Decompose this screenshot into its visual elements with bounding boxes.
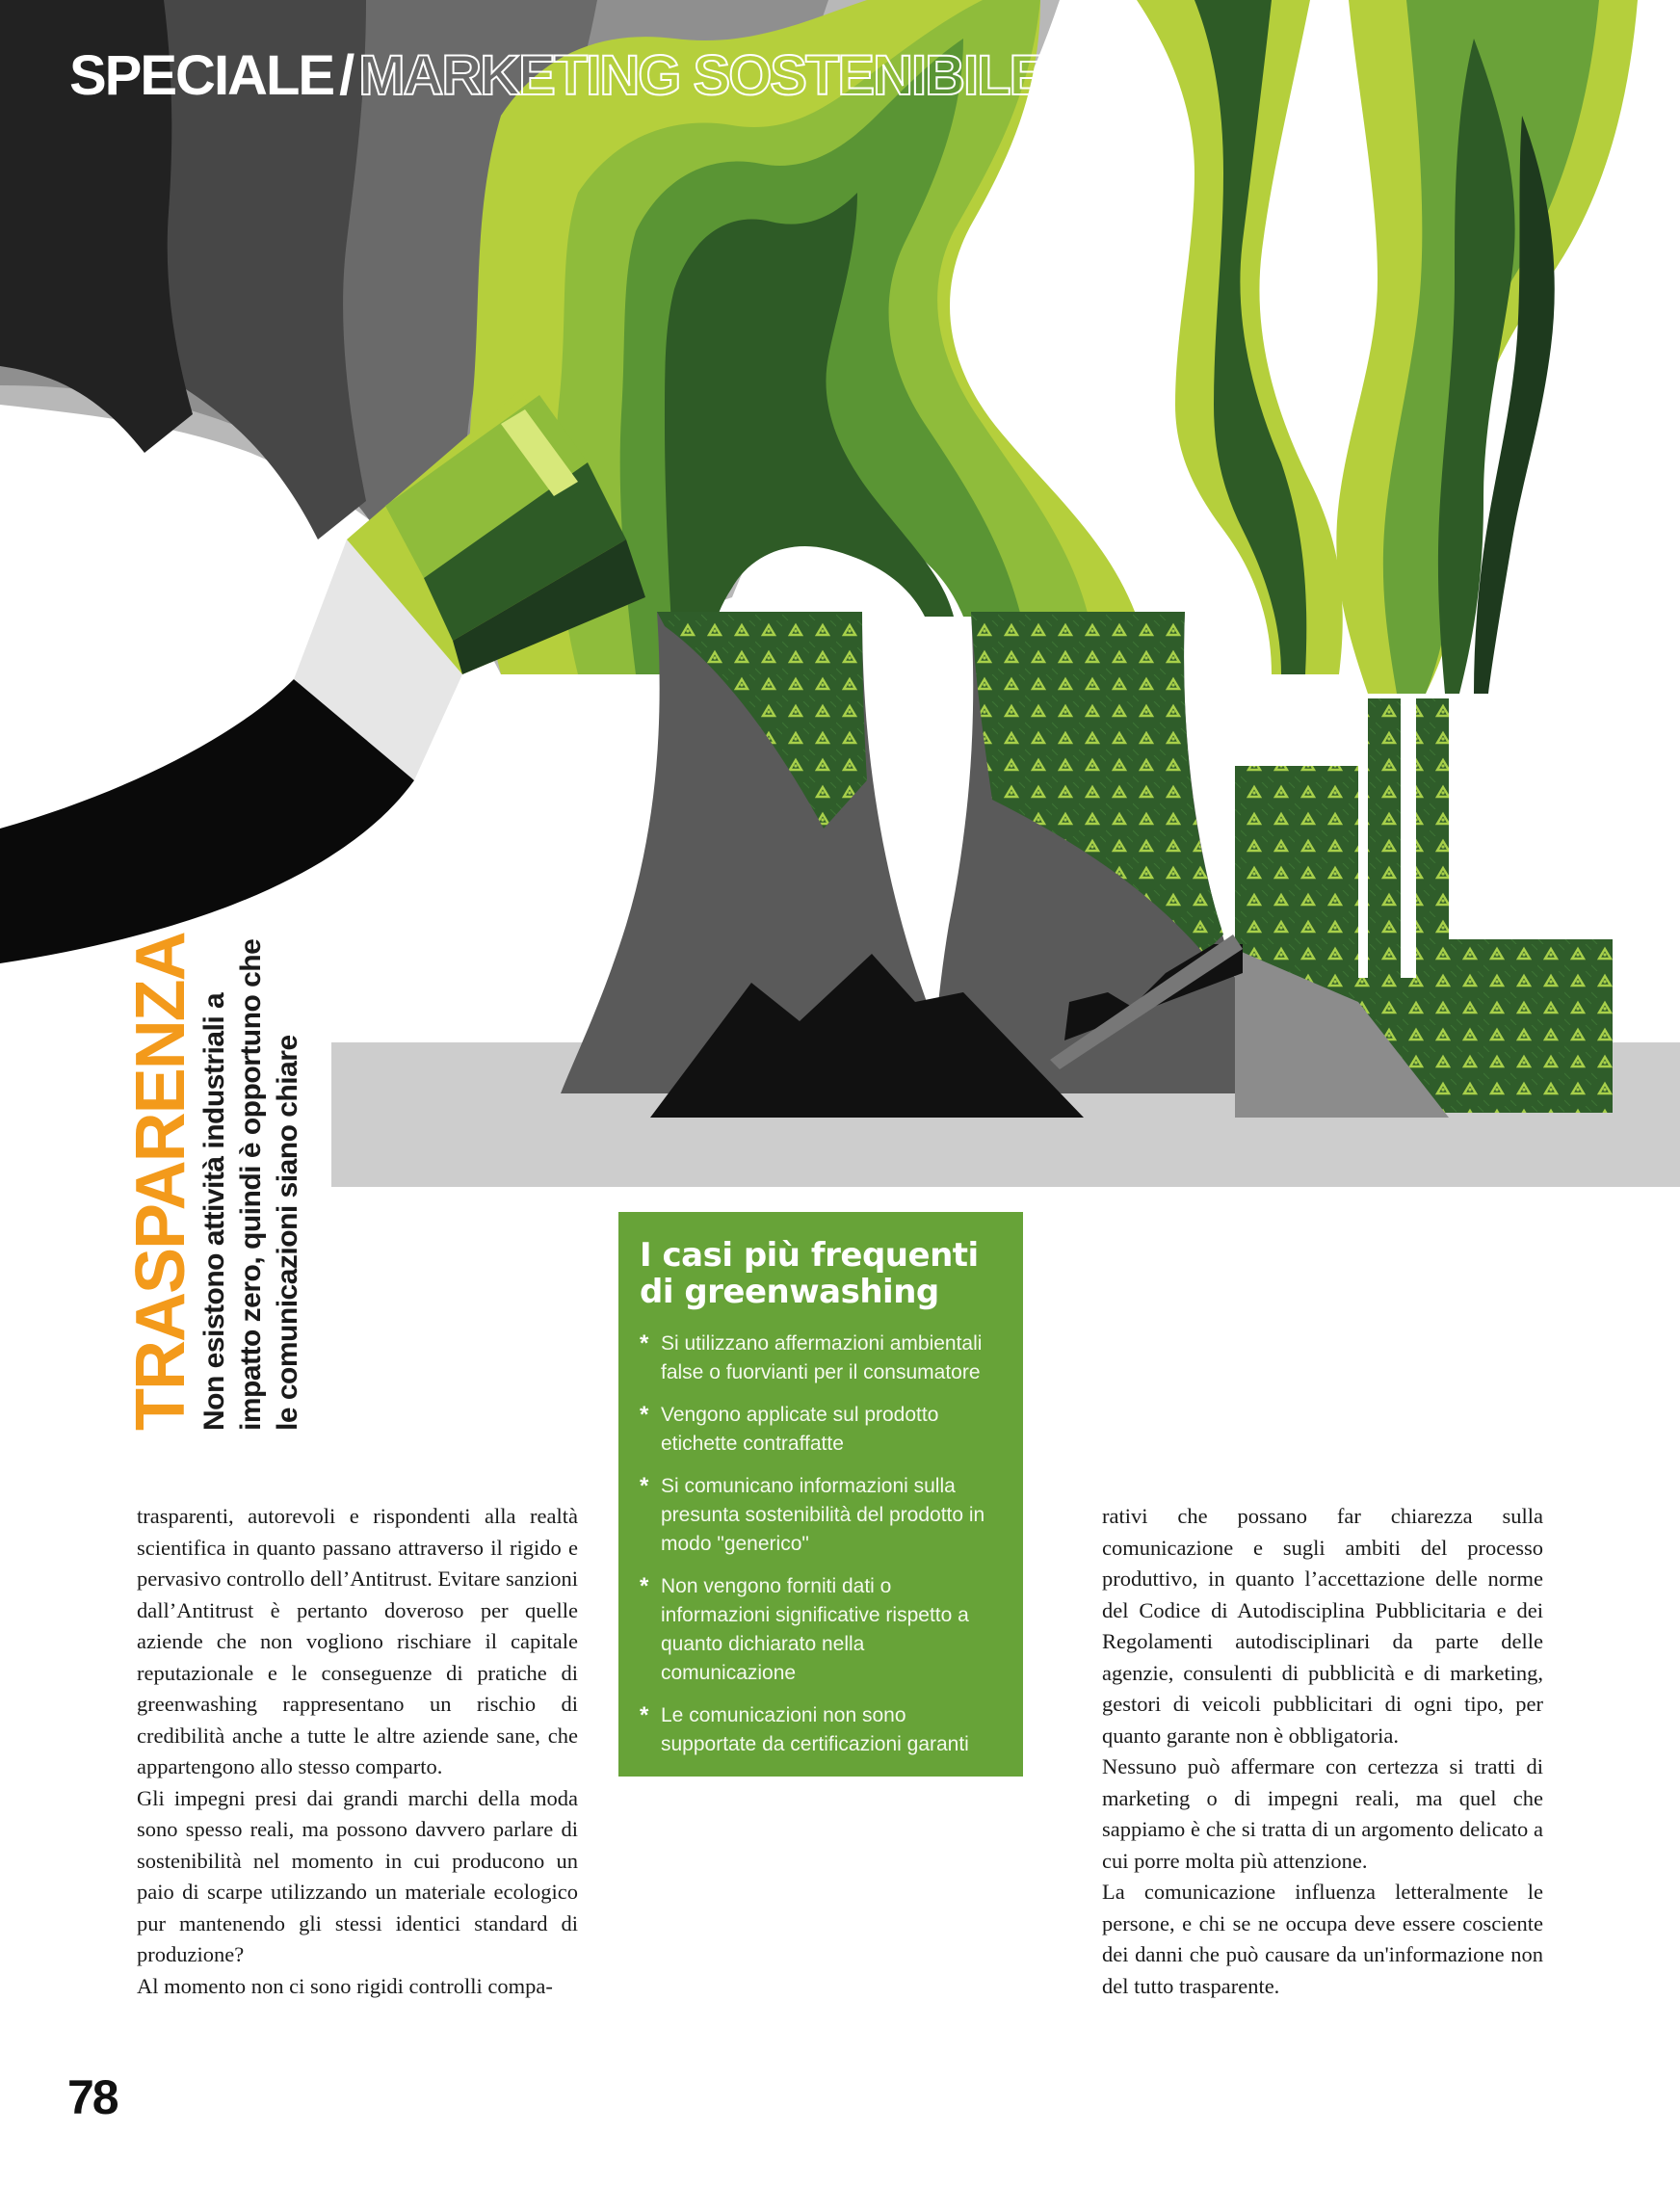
list-item (640, 1701, 1002, 1759)
asterisk-icon: * (640, 1573, 649, 1599)
sidebar-vertical-title (122, 910, 306, 1431)
asterisk-icon: * (640, 1473, 649, 1499)
box-title: I casi più frequenti di greenwashing (640, 1236, 979, 1311)
paragraph: La comunicazione influenza letteralmente le persone, e chi se ne occupa deve essere cosciente dei danni che può causare da un'informazione non del tutto trasparente. (1102, 1880, 1543, 1998)
body-column-right (1102, 1501, 1543, 2002)
paragraph: rativi che possano far chiarezza sulla comunicazione e sugli ambiti del processo produttivo, in quanto l’accettazione delle norme del Codice di Autodisciplina Pubblicitaria e dei Regolamenti autodisciplinari da parte delle agenzie, consulenti di pubblicità e di marketing, gestori di veicoli pubblicitari di ogni tipo, per quanto garante non è obbligatoria. (1102, 1504, 1543, 1748)
section-topic: MARKETING SOSTENIBILE (358, 44, 1045, 107)
list-item (640, 1329, 1002, 1387)
kicker-title: TRASPARENZA (122, 933, 199, 1431)
paragraph: Al momento non ci sono rigidi controlli compa- (137, 1973, 553, 1998)
list-item (640, 1472, 1002, 1559)
body-column-left (137, 1501, 578, 2002)
factory (1235, 698, 1613, 1118)
section-header (69, 42, 1044, 110)
list-item-text: Si utilizzano affermazioni ambientali false o fuorvianti per il consumatore (661, 1332, 983, 1383)
header-slash: / (339, 44, 354, 107)
paragraph: Nessuno può affermare con certezza si tratti di marketing o di impegni reali, ma quel che sappiamo è che si tratta di un argomento delicato a cui porre molta più attenzione. (1102, 1754, 1543, 1873)
list-item-text: Vengono applicate sul prodotto etichette contraffatte (661, 1404, 939, 1455)
deck-subtitle: Non esistono attività industriali a impatto zero, quindi è opportuno che le comunicazioni siano chiare (198, 938, 303, 1431)
section-label: SPECIALE (69, 44, 334, 107)
list-item-text: Non vengono forniti dati o informazioni significative rispetto a quanto dichiarato nella comunicazione (661, 1575, 969, 1684)
paragraph: Gli impegni presi dai grandi marchi della moda sono spesso reali, ma possono davvero parlare di sostenibilità nel momento in cui producono un paio di scarpe utilizzando un materiale ecologico pur mantenendo gli stessi identici standard di produzione? (137, 1785, 578, 1966)
list-item-text: Si comunicano informazioni sulla presunta sostenibilità del prodotto in modo "generico" (661, 1475, 985, 1555)
asterisk-icon: * (640, 1702, 649, 1728)
list-item-text: Le comunicazioni non sono supportate da certificazioni garanti (661, 1704, 969, 1755)
chimney-smoke (1336, 0, 1638, 694)
page-number: 78 (67, 2070, 118, 2124)
asterisk-icon: * (640, 1402, 649, 1428)
box-list (640, 1329, 1002, 1759)
greenwashing-sidebar-box (618, 1212, 1023, 1777)
asterisk-icon: * (640, 1330, 649, 1356)
paragraph: trasparenti, autorevoli e rispondenti alla realtà scientifica in quanto passano attraverso il rigido e pervasivo controllo dell’Antitrust. Evitare sanzioni dall’Antitrust è pertanto doveroso per quelle aziende che non vogliono rischiare il capitale reputazionale e le conseguenze di pratiche di greenwashing rappresentano un rischio di credibilità anche a tutte le altre aziende sane, che appartengono allo stesso comparto. (137, 1504, 579, 1778)
list-item (640, 1401, 1002, 1459)
list-item (640, 1572, 1002, 1688)
